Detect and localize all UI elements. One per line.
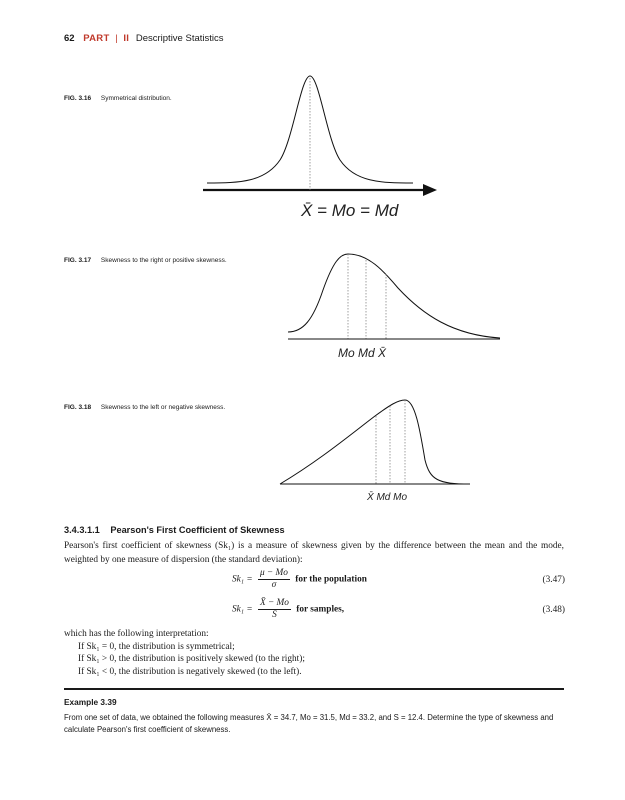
- equation-number: (3.48): [542, 605, 565, 615]
- numerator: X̄ − Mo: [259, 598, 289, 608]
- figure-label: FIG. 3.17: [64, 257, 92, 264]
- axis-label: X̄ Md Mo: [367, 492, 408, 502]
- example-body: From one set of data, we obtained the following measures X̄ = 34.7, Mo = 31.5, Md = 33.2, and S = 12.4. Determine the type of skewness and calculate Pearson's first coefficient of skewness.: [64, 713, 554, 734]
- equation-lhs: Sk₁ =: [232, 574, 253, 585]
- part-label: PART: [83, 33, 110, 44]
- density-curve: [280, 400, 470, 484]
- interpretation-item: If Sk₁ = 0, the distribution is symmetrical;: [78, 641, 235, 652]
- equation: [232, 568, 367, 591]
- axis-label: Mo Md X̄: [338, 346, 387, 360]
- figure-caption: [64, 257, 227, 264]
- denominator: σ: [271, 580, 277, 590]
- figure-symmetrical-distribution: [195, 70, 445, 230]
- section-number: 3.4.3.1.1: [64, 525, 100, 535]
- interpretation-item: If Sk₁ > 0, the distribution is positively skewed (to the right);: [78, 654, 305, 664]
- running-header: [64, 33, 224, 44]
- fraction: [258, 598, 291, 621]
- page-number: 62: [64, 33, 75, 44]
- interpretation-item: If Sk₁ < 0, the distribution is negatively skewed (to the left).: [78, 666, 302, 677]
- example-box: [64, 697, 564, 735]
- figure-caption: [64, 404, 225, 411]
- interpretation-intro: which has the following interpretation:: [64, 629, 209, 639]
- equation-number: (3.47): [542, 575, 565, 585]
- body-paragraph: Pearson's first coefficient of skewness (Sk₁) is a measure of skewness given by the difference between the mean and the mode, weighted by one measure of dispersion (the standard deviation):: [64, 541, 564, 565]
- figure-caption-text: Skewness to the right or positive skewness.: [100, 257, 227, 264]
- example-divider: [64, 688, 564, 690]
- figure-caption-text: Symmetrical distribution.: [100, 95, 172, 102]
- example-title: Example 3.39: [64, 697, 117, 707]
- equation-lhs: Sk₁ =: [232, 604, 253, 615]
- numerator: μ − Mo: [259, 568, 288, 578]
- density-curve: [288, 254, 500, 338]
- denominator: S: [272, 610, 277, 620]
- figure-label: FIG. 3.16: [64, 95, 92, 102]
- figure-caption: [64, 95, 172, 102]
- figure-label: FIG. 3.18: [64, 404, 92, 411]
- equation: [232, 598, 344, 621]
- figure-positive-skewness: [278, 240, 518, 370]
- equation-suffix: for samples,: [296, 604, 345, 615]
- section-heading: [64, 525, 285, 535]
- interpretation-list: [64, 628, 305, 678]
- axis-label: X̄ = Mo = Md: [301, 201, 399, 220]
- chapter-title: Descriptive Statistics: [135, 33, 224, 44]
- fraction: [258, 568, 290, 591]
- part-number: II: [123, 33, 130, 44]
- figure-negative-skewness: [270, 390, 480, 502]
- axis-arrow: [423, 184, 437, 196]
- section-title: Pearson's First Coefficient of Skewness: [110, 525, 285, 535]
- header-separator: |: [115, 33, 118, 44]
- equation-suffix: for the population: [295, 574, 367, 585]
- figure-caption-text: Skewness to the left or negative skewness.: [100, 404, 226, 411]
